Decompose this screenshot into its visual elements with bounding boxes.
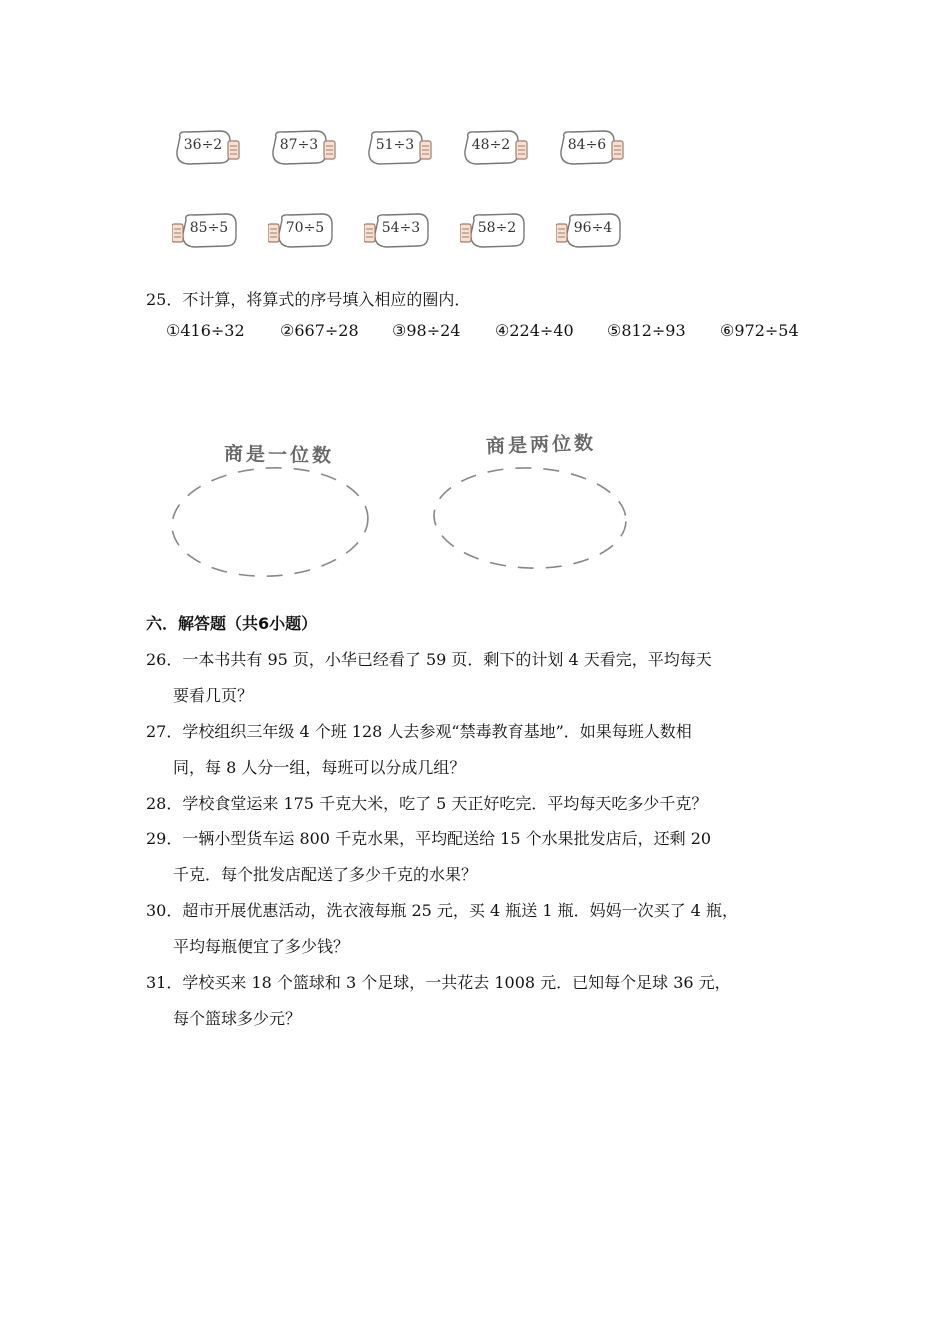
division-expression: 48÷2 bbox=[471, 137, 511, 153]
question-27 bbox=[146, 714, 692, 786]
question-28 bbox=[146, 786, 707, 822]
division-card-row1-3 bbox=[366, 127, 432, 169]
circle-right-label: 商是两位数 bbox=[485, 432, 597, 458]
division-expression: 96÷4 bbox=[573, 220, 613, 236]
question-29 bbox=[146, 821, 711, 893]
question-26-line1: 26．一本书共有 95 页，小华已经看了 59 页．剩下的计划 4 天看完，平均每天 bbox=[146, 650, 712, 669]
circle-left-label: 商是一位数 bbox=[223, 443, 335, 467]
question-27-line1: 27．学校组织三年级 4 个班 128 人去参观“禁毒教育基地”．如果每班人数相 bbox=[146, 722, 692, 741]
division-expression: 87÷3 bbox=[279, 137, 319, 153]
option-1: ①416÷32 bbox=[166, 321, 245, 340]
division-card-row1-2 bbox=[270, 127, 336, 169]
question-30-line1: 30．超市开展优惠活动，洗衣液每瓶 25 元，买 4 瓶送 1 瓶．妈妈一次买了 4 瓶， bbox=[146, 901, 738, 920]
section-6-title: 六．解答题（共6小题） bbox=[146, 614, 318, 633]
question-31-line1: 31．学校买来 18 个篮球和 3 个足球，一共花去 1008 元．已知每个足球 36 元， bbox=[146, 973, 731, 992]
question-30 bbox=[146, 893, 738, 965]
option-5: ⑤812÷93 bbox=[607, 321, 686, 340]
option-3: ③98÷24 bbox=[392, 321, 461, 340]
sorting-circles bbox=[160, 460, 640, 590]
division-card-row2-2 bbox=[268, 210, 334, 252]
question-25-text: 不计算，将算式的序号填入相应的圈内． bbox=[182, 290, 471, 309]
question-28-line1: 28．学校食堂运来 175 千克大米，吃了 5 天正好吃完．平均每天吃多少千克？ bbox=[146, 794, 708, 813]
circle-right[interactable] bbox=[432, 465, 627, 572]
option-4: ④224÷40 bbox=[495, 321, 574, 340]
option-2: ②667÷28 bbox=[280, 321, 359, 340]
question-26-line2: 要看几页？ bbox=[173, 686, 254, 705]
division-expression: 36÷2 bbox=[183, 137, 223, 153]
division-expression: 85÷5 bbox=[189, 220, 229, 236]
circle-left[interactable] bbox=[169, 463, 370, 581]
question-29-line2: 千克．每个批发店配送了多少千克的水果？ bbox=[173, 865, 478, 884]
division-card-row1-4 bbox=[462, 127, 528, 169]
division-card-row2-4 bbox=[460, 210, 526, 252]
question-25-number: 25． bbox=[146, 290, 183, 309]
division-card-row2-5 bbox=[556, 210, 622, 252]
question-26 bbox=[146, 642, 712, 714]
division-expression: 54÷3 bbox=[381, 220, 421, 236]
division-expression: 70÷5 bbox=[285, 220, 325, 236]
question-29-line1: 29．一辆小型货车运 800 千克水果，平均配送给 15 个水果批发店后，还剩 20 bbox=[146, 829, 712, 848]
question-30-line2: 平均每瓶便宜了多少钱？ bbox=[173, 937, 350, 956]
division-card-row1-1 bbox=[174, 127, 240, 169]
question-31-line2: 每个篮球多少元？ bbox=[173, 1009, 302, 1028]
option-6: ⑥972÷54 bbox=[720, 321, 799, 340]
question-25 bbox=[146, 282, 470, 318]
division-card-row2-1 bbox=[172, 210, 238, 252]
question-31 bbox=[146, 965, 731, 1037]
division-expression: 84÷6 bbox=[567, 137, 607, 153]
division-expression: 58÷2 bbox=[477, 220, 517, 236]
division-card-row2-3 bbox=[364, 210, 430, 252]
division-expression: 51÷3 bbox=[375, 137, 415, 153]
question-27-line2: 同，每 8 人分一组，每班可以分成几组？ bbox=[173, 758, 466, 777]
division-card-row1-5 bbox=[558, 127, 624, 169]
